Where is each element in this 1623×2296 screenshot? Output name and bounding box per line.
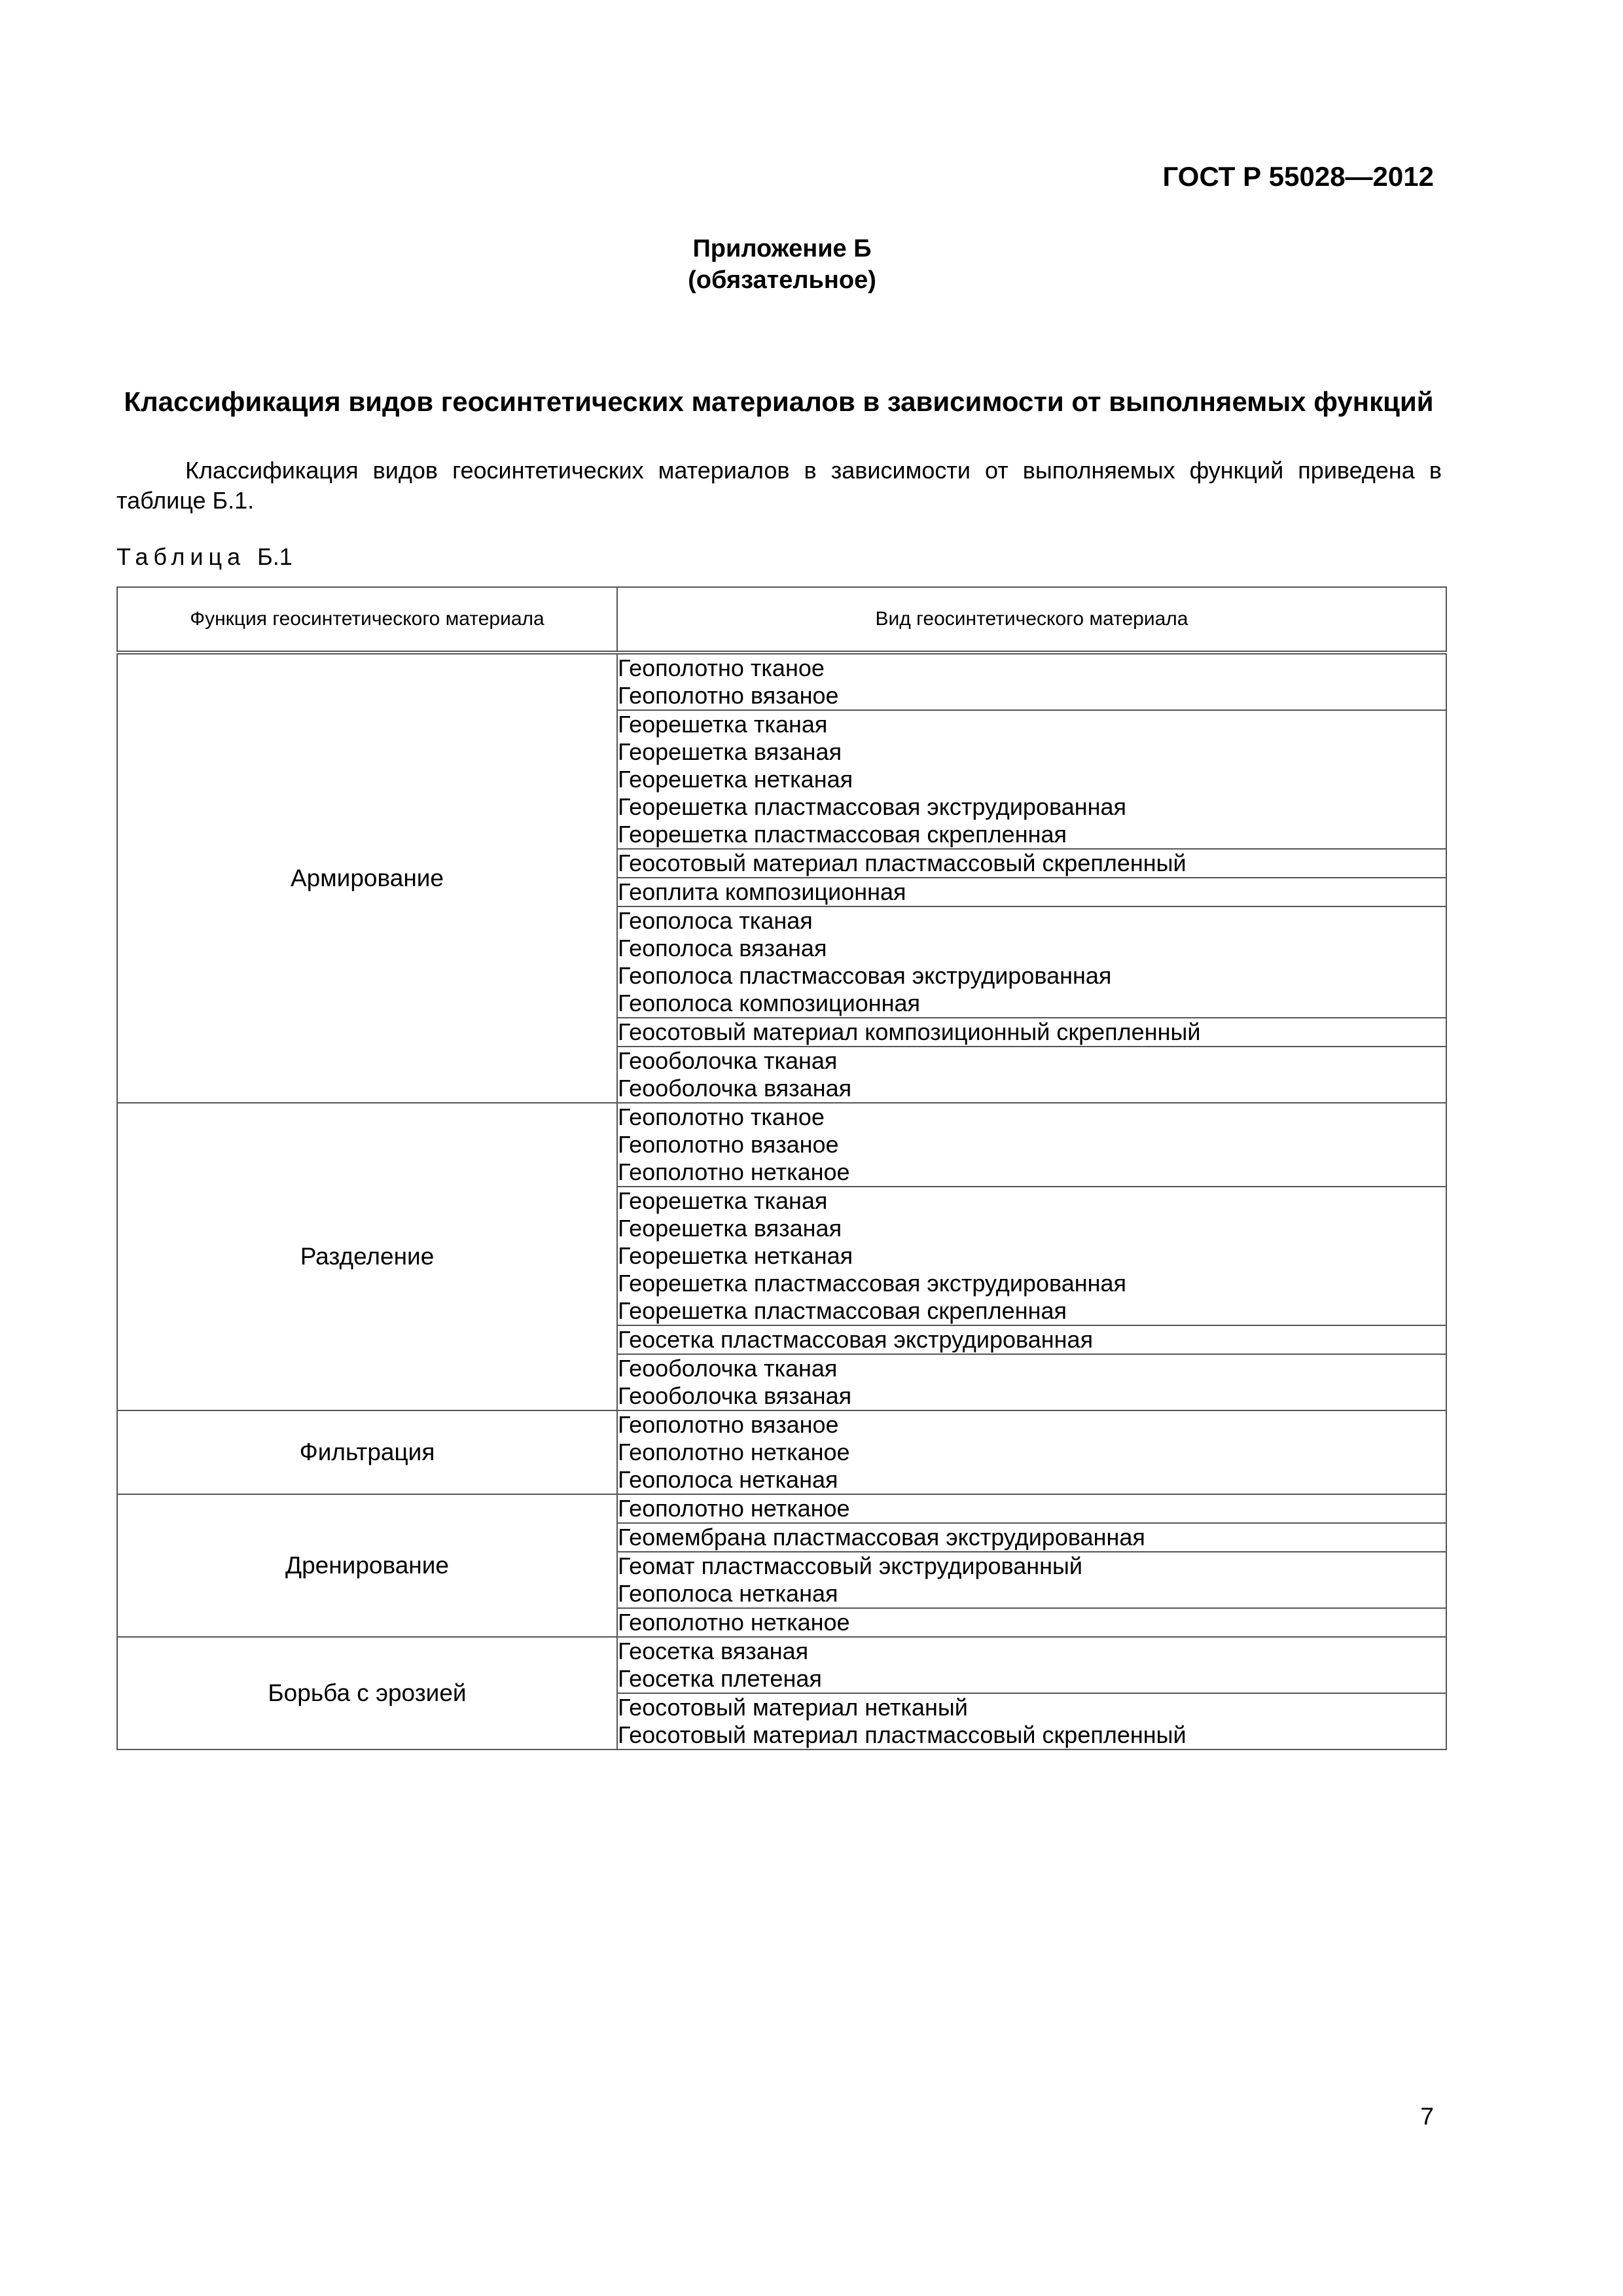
material-line: Геополоса композиционная	[618, 990, 920, 1016]
material-line: Геополотно вязаное	[618, 1411, 839, 1438]
material-line: Геосетка плетеная	[618, 1665, 822, 1692]
material-cell	[617, 1637, 1446, 1693]
material-line: Геомембрана пластмассовая экструдированная	[618, 1524, 1145, 1551]
table-caption-number: Б.1	[257, 543, 293, 570]
material-line: Геополотно тканое	[618, 1103, 825, 1130]
appendix-title: Приложение Б	[692, 235, 872, 262]
material-line: Геосетка пластмассовая экструдированная	[618, 1326, 1094, 1353]
table-row	[117, 1410, 1446, 1494]
material-cell	[617, 1325, 1446, 1354]
document-code: ГОСТ Р 55028—2012	[1162, 161, 1434, 192]
page-number: 7	[1420, 2103, 1434, 2130]
table-row	[117, 1103, 1446, 1187]
table-header-row	[117, 587, 1446, 653]
table-row	[117, 653, 1446, 710]
material-line: Геооболочка тканая	[618, 1047, 838, 1074]
material-line: Геомат пластмассовый экструдированный	[618, 1552, 1082, 1579]
material-cell	[617, 710, 1446, 849]
material-line: Геосотовый материал пластмассовый скрепленный	[618, 850, 1186, 876]
table-row	[117, 1494, 1446, 1523]
material-cell	[617, 878, 1446, 906]
material-cell	[617, 1354, 1446, 1410]
material-line: Георешетка нетканая	[618, 766, 853, 793]
section-title: Классификация видов геосинтетических материалов в зависимости от выполняемых функций	[124, 386, 1434, 417]
material-line: Геооболочка вязаная	[618, 1075, 852, 1102]
material-cell	[617, 653, 1446, 710]
material-line: Георешетка вязаная	[618, 738, 842, 765]
material-line: Геосотовый материал пластмассовый скрепленный	[618, 1721, 1186, 1748]
appendix-status: (обязательное)	[688, 266, 876, 294]
material-line: Георешетка нетканая	[618, 1242, 853, 1269]
material-line: Геополотно нетканое	[618, 1439, 850, 1465]
material-line: Геополоса тканая	[618, 907, 813, 934]
material-cell	[617, 906, 1446, 1018]
material-line: Геополотно вязаное	[618, 1131, 839, 1158]
table-row	[117, 1637, 1446, 1693]
material-line: Геосотовый материал нетканый	[618, 1694, 968, 1721]
material-line: Геополоса нетканая	[618, 1466, 838, 1493]
material-cell	[617, 1523, 1446, 1552]
classification-table	[116, 586, 1447, 1750]
material-line: Геополотно нетканое	[618, 1495, 850, 1522]
column-header-material: Вид геосинтетического материала	[617, 587, 1446, 653]
function-cell: Борьба с эрозией	[117, 1637, 617, 1749]
material-line: Геополоса пластмассовая экструдированная	[618, 962, 1112, 989]
material-line: Геополотно тканое	[618, 655, 825, 681]
material-line: Геополотно вязаное	[618, 682, 839, 709]
material-line: Геополоса нетканая	[618, 1580, 838, 1607]
table-caption-word: Таблица	[116, 543, 246, 570]
material-cell	[617, 1018, 1446, 1047]
function-cell: Разделение	[117, 1103, 617, 1410]
material-line: Георешетка тканая	[618, 711, 828, 738]
material-line: Георешетка вязаная	[618, 1215, 842, 1242]
table-caption	[116, 543, 293, 571]
appendix-heading	[0, 233, 1564, 296]
material-line: Геополотно нетканое	[618, 1609, 850, 1636]
material-line: Георешетка пластмассовая скрепленная	[618, 1297, 1067, 1324]
material-line: Георешетка пластмассовая экструдированная	[618, 1270, 1126, 1297]
function-cell: Армирование	[117, 653, 617, 1103]
material-cell	[617, 849, 1446, 878]
material-line: Геооболочка тканая	[618, 1355, 838, 1382]
material-cell	[617, 1410, 1446, 1494]
material-line: Геоплита композиционная	[618, 878, 906, 905]
material-line: Геосотовый материал композиционный скрепленный	[618, 1018, 1201, 1045]
material-cell	[617, 1552, 1446, 1608]
material-cell	[617, 1187, 1446, 1325]
material-line: Геосетка вязаная	[618, 1638, 809, 1664]
material-cell	[617, 1608, 1446, 1637]
intro-paragraph: Классификация видов геосинтетических материалов в зависимости от выполняемых функций приведена в таблице Б.1.	[116, 457, 1442, 514]
table-body	[117, 653, 1446, 1749]
material-cell	[617, 1693, 1446, 1749]
material-cell	[617, 1494, 1446, 1523]
material-cell	[617, 1047, 1446, 1103]
function-cell: Дренирование	[117, 1494, 617, 1637]
material-line: Георешетка тканая	[618, 1187, 828, 1214]
function-cell: Фильтрация	[117, 1410, 617, 1494]
material-line: Георешетка пластмассовая экструдированная	[618, 793, 1126, 820]
material-cell	[617, 1103, 1446, 1187]
material-line: Геополоса вязаная	[618, 935, 827, 961]
material-line: Геополотно нетканое	[618, 1158, 850, 1185]
material-line: Геооболочка вязаная	[618, 1382, 852, 1409]
material-line: Георешетка пластмассовая скрепленная	[618, 821, 1067, 848]
column-header-function: Функция геосинтетического материала	[117, 587, 617, 653]
